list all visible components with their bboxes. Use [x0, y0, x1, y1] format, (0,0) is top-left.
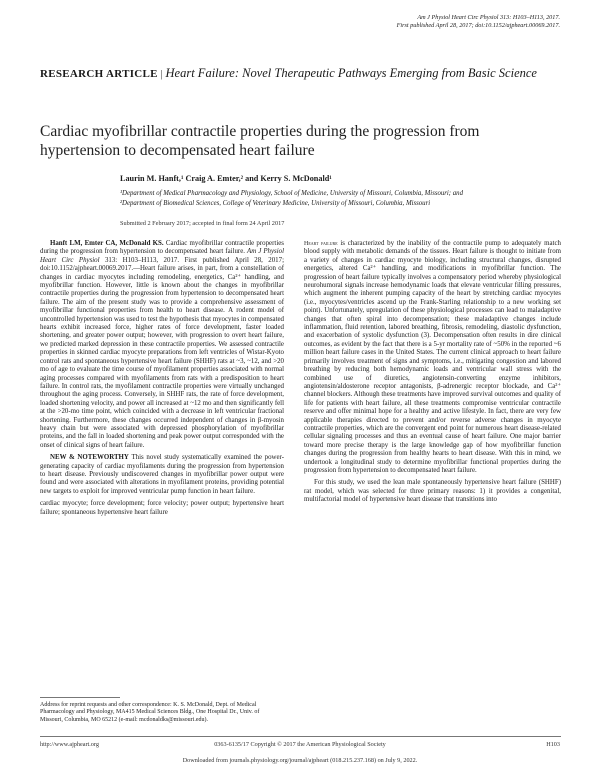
article-type [40, 66, 560, 81]
journal-header [397, 14, 560, 30]
intro-paragraph-1 [304, 240, 561, 475]
page-number: H103 [546, 741, 560, 748]
article-type-label: RESEARCH ARTICLE [40, 68, 158, 80]
correspondence-divider [40, 697, 120, 698]
intro-paragraph-2: For this study, we used the lean male spontaneously hypertensive heart failure (SHHF) rat model, which was selected for three primary reasons: 1) it provides a congenital, multifactorial model of hypertensive heart disease that transitions into [304, 479, 561, 504]
intro-p1-text: is characterized by the inability of the contractile pump to adequately match blood supply with metabolic demands of the tissues. Heart failure is thought to initiate from a variety of changes in cardiac myocyte biology, including structural changes, disrupted energetics, altered Ca²⁺ handling, and modifications in myofibrillar function. The progression of heart failure typically involves a compensatory period whereby physiological neurohumoral signals increase hemodynamic loads that elevate ventricular filling pressures, which augment the inherent pumping capacity of the heart by stretching cardiac myocytes (i.e., myocytes/ventricles ascend up the Frank-Starling relationship to a new working set point). Unfortunately, upregulation of these physiological processes can lead to maladaptive changes that often spiral into decompensation; these maladaptive changes include inflammation, fluid retention, labored breathing, fibrosis, remodeling, diastolic dysfunction, and exacerbation of systolic dysfunction (3). Decompensation often results in dire clinical outcomes, as evident by the fact that there is a 5-yr mortality rate of ~50% in the reported ~6 million heart failure cases in the United States. The current clinical approach to heart failure primarily involves treatment of signs and symptoms, i.e., mitigating congestion and labored breathing by reducing both hemodynamic loads and ventricular wall stress with the combined use of diuretics, angiotensin-converting enzyme inhibitors, angiotensin/aldosterone receptor antagonists, β-adrenergic receptor blockade, and Ca²⁺ channel blockers. Although these treatments have improved survival outcomes and quality of life for patients with heart failure, all these treatments compromise ventricular contractile reserve and offer minimal hope for a healthy and active lifestyle. In fact, there are very few applicable therapies directed to prevent and/or reverse adverse changes in myocyte contractile properties, which are the convergent end point for numerous heart disease-related cellular signaling processes and thus an eventual cause of heart failure. One major barrier toward more precise therapy is the large knowledge gap of how myofibrillar function changes during the progression from healthy hearts to heart disease. With this in mind, we undertook a longitudinal study to determine myofibrillar functional properties during the progression from hypertension to decompensated heart failure. [304, 240, 561, 474]
new-noteworthy-label: NEW & NOTEWORTHY [50, 454, 129, 462]
footer-divider [40, 736, 561, 737]
abstract [40, 240, 284, 450]
intro-lead: Heart failure [304, 241, 338, 247]
new-noteworthy-text: This novel study systematically examined the power-generating capacity of cardiac myofilaments during the progression from hypertension to heart disease. Previously undiscovered changes in myofibrillar power output were found and were associated with alterations in myofilament proteins, providing potential new targets to exploit for improved ventricular pump function in heart failure. [40, 454, 285, 495]
abstract-cite-journal: Am J Physiol Heart Circ Physiol [40, 248, 284, 264]
journal-url[interactable]: http://www.ajpheart.org [40, 741, 99, 748]
publication-info: First published April 28, 2017; doi:10.1152/ajpheart.00069.2017. [396, 22, 560, 29]
left-column [40, 240, 284, 521]
abstract-cite-authors: Hanft LM, Emter CA, McDonald KS. [50, 240, 164, 247]
right-column [304, 240, 561, 509]
submission-dates: Submitted 2 February 2017; accepted in final form 24 April 2017 [120, 220, 285, 227]
abstract-cite-title: Cardiac myofibrillar contractile properties during the progression from hypertension to decompensated heart failure. [40, 240, 284, 256]
abstract-body: 313: H103–H113, 2017. First published April 28, 2017; doi:10.1152/ajpheart.00069.2017.—Heart failure arises, in part, from a constellation of changes in cardiac myocytes including remodeling, energetics, Ca²⁺ handling, and myofibrillar function. However, little is known about the changes in myofibrillar contractile properties during the progression from hypertension to decompensated heart failure. The aim of the present study was to provide a comprehensive assessment of myofibrillar functional properties from health to heart disease. A rodent model of uncontrolled hypertension was used to test the hypothesis that myocytes in compensated hearts exhibit increased force, higher rates of force development, faster loaded shortening, and greater power output; however, with progression to overt heart failure, we predicted marked depression in these contractile properties. We assessed contractile properties in skinned cardiac myocyte preparations from left ventricles of Wistar-Kyoto control rats and spontaneous hypertensive heart failure (SHHF) rats at ~3, ~12, and >20 mo of age to evaluate the time course of myofilament properties associated with normal aging processes compared with myofilaments from rats with a predisposition to heart failure. In control rats, the myofilament contractile properties were virtually unchanged throughout the aging process. Conversely, in SHHF rats, the rate of force development, loaded shortening velocity, and power all increased at ~12 mo and then significantly fell at the >20-mo time point, which coincided with a decrease in left ventricular fractional shortening. Furthermore, these changes occurred independent of changes in β-myosin heavy chain but were associated with depressed phosphorylation of myofibrillar proteins, and the fall in loaded shortening and peak power output corresponded with the onset of clinical signs of heart failure. [40, 256, 284, 449]
author-list: Laurin M. Hanft,¹ Craig A. Emter,² and Kerry S. McDonald¹ [120, 174, 332, 183]
new-noteworthy [40, 454, 284, 496]
article-type-separator: | [160, 68, 163, 80]
correspondence: Address for reprint requests and other correspondence: K. S. McDonald, Dept. of Medical Pharmacology and Physiology, MA415 Medical Sciences Bldg., One Hospital Dr., Univ. of Missouri, Columbia, MO 65212 (e-mail: mcdonaldks@missouri.edu). [40, 702, 260, 723]
affiliation-1: ¹Department of Medical Pharmacology and Physiology, School of Medicine, University of Missouri, Columbia, Missouri; and [120, 190, 463, 197]
journal-citation: Am J Physiol Heart Circ Physiol 313: H103–H113, 2017. [417, 14, 560, 21]
copyright: 0363-6135/17 Copyright © 2017 the American Physiological Society [214, 741, 386, 748]
article-title: Cardiac myofibrillar contractile properties during the progression from hypertension to decompensated heart failure [40, 123, 480, 159]
keywords: cardiac myocyte; force development; force velocity; power output; hypertensive heart failure; spontaneous hypertensive heart failure [40, 500, 284, 516]
article-series: Heart Failure: Novel Therapeutic Pathways Emerging from Basic Science [165, 66, 537, 80]
download-notice: Downloaded from journals.physiology.org/journal/ajpheart (018.215.237.168) on July 9, 2022. [182, 757, 418, 764]
affiliation-2: ²Department of Biomedical Sciences, College of Veterinary Medicine, University of Missouri, Columbia, Missouri [120, 200, 431, 207]
